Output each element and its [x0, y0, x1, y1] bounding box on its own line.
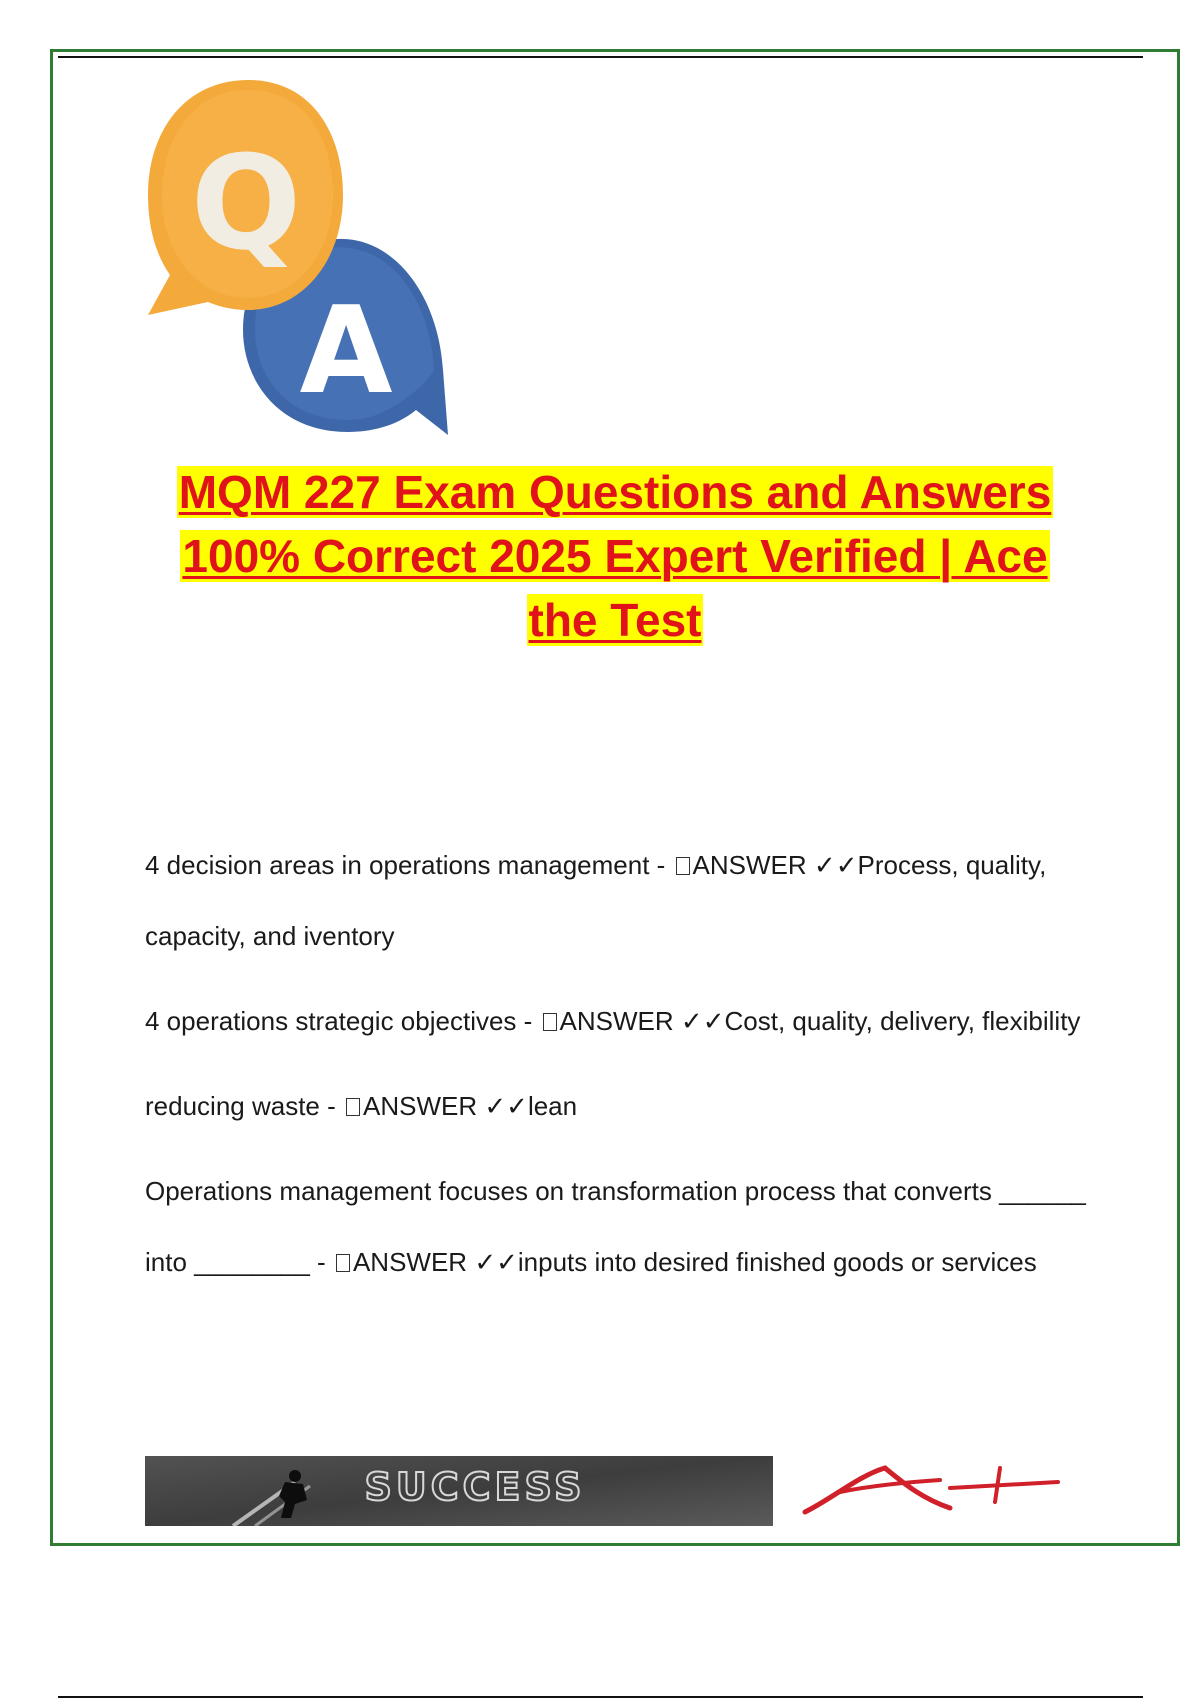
title-line-2: 100% Correct 2025 Expert Verified | Ace	[182, 530, 1048, 582]
answer-label: ANSWER	[692, 850, 807, 880]
title-line-1: MQM 227 Exam Questions and Answers	[178, 466, 1052, 518]
document-title	[130, 460, 1100, 652]
question-text: 4 operations strategic objectives -	[145, 1006, 533, 1036]
q-letter: Q	[190, 127, 302, 279]
missing-glyph-icon	[346, 1098, 360, 1116]
checkmark-icon: ✓✓	[484, 1091, 528, 1121]
qa-item	[145, 1071, 1105, 1142]
banner-word: SUCCESS	[364, 1465, 586, 1509]
question-text: Operations management focuses on transformation process that converts ______ into ________ -	[145, 1176, 1086, 1277]
bottom-rule	[58, 1696, 1143, 1698]
checkmark-icon: ✓✓	[474, 1247, 518, 1277]
qa-logo-icon	[148, 80, 458, 455]
qa-item	[145, 986, 1105, 1057]
qa-list	[145, 830, 1105, 1312]
answer-label: ANSWER	[559, 1006, 674, 1036]
answer-text: inputs into desired finished goods or services	[517, 1247, 1037, 1277]
question-text: reducing waste -	[145, 1091, 336, 1121]
qa-item	[145, 1156, 1105, 1298]
question-text: 4 decision areas in operations management -	[145, 850, 666, 880]
grade-text: A+	[800, 1460, 802, 1461]
a-letter: A	[299, 282, 393, 421]
answer-label: ANSWER	[363, 1091, 478, 1121]
missing-glyph-icon	[336, 1254, 350, 1272]
qa-item	[145, 830, 1105, 972]
answer-text: Cost, quality, delivery, flexibility	[724, 1006, 1081, 1036]
answer-text: lean	[527, 1091, 578, 1121]
missing-glyph-icon	[543, 1013, 557, 1031]
checkmark-icon: ✓✓	[813, 850, 858, 880]
success-banner-image	[145, 1456, 773, 1526]
missing-glyph-icon	[676, 857, 690, 875]
answer-text: Process, quality, capacity, and iventory	[145, 850, 1047, 951]
answer-label: ANSWER	[352, 1247, 468, 1277]
checkmark-icon: ✓✓	[680, 1006, 725, 1036]
title-line-3: the Test	[528, 594, 702, 646]
a-plus-grade-icon	[800, 1460, 1065, 1520]
